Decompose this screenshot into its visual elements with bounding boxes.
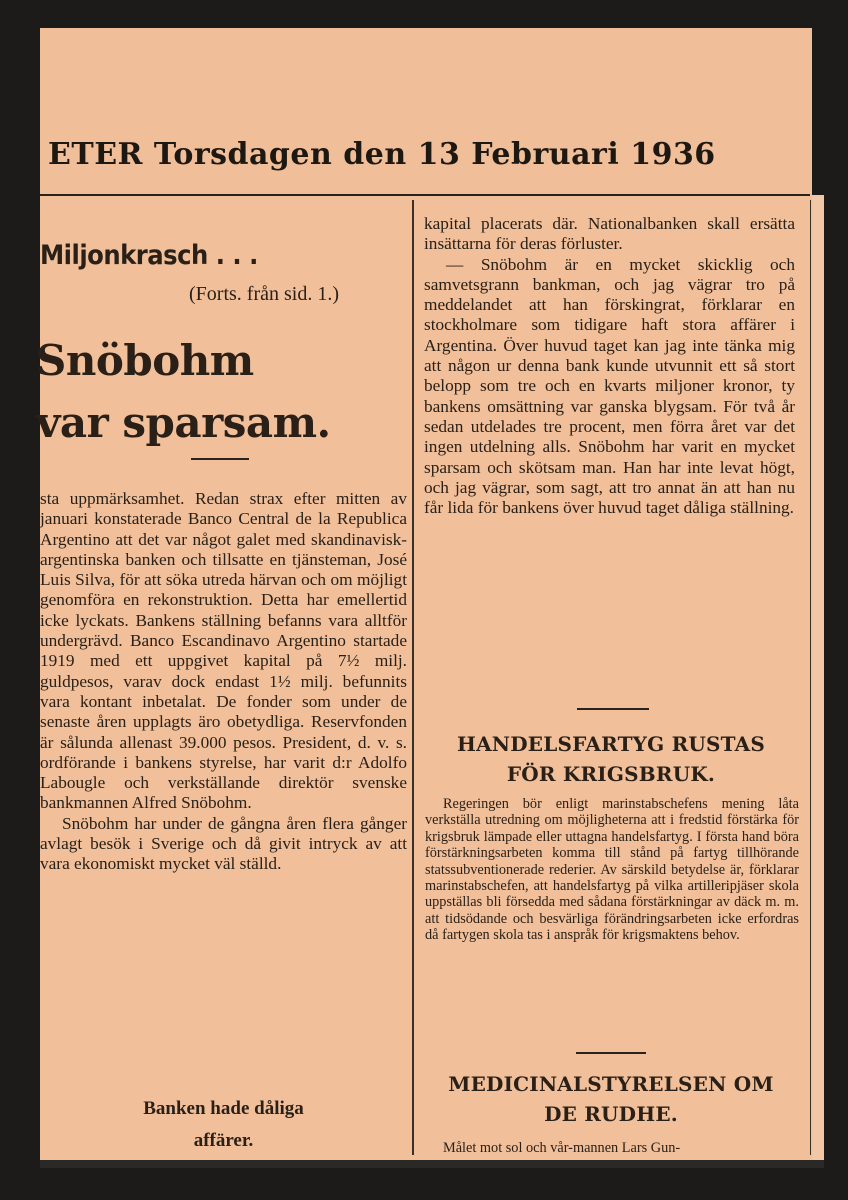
article-body-column-1 [40,489,407,875]
body-paragraph: Målet mot sol och vår-mannen Lars Gun- [443,1140,681,1156]
headline-line-1: Snöbohm [36,336,254,385]
body-paragraph: — Snöbohm är en mycket skicklig och samvetsgrann bankman, och jag vägrar tro på meddelandet att han förskingrat, förklarar en stockholmare som tidigare haft stora affärer i Argentina. Över huvud taget kan jag inte tänka mig att någon ur denna bank kunde utvunnit ett så stort belopp som tre och en kvarts miljoner kronor, ty bankens omsättning var ganska blygsam. För två år sedan utdelades tre procent, men förra året var det ingen utdelning alls. Snöbohm har varit en mycket sparsam och skötsam man. Han har inte levat högt, och jag vägrar, som sagt, att tro annat än att han nu får lida för bankens över huvud taget dåliga ställning. [424,254,795,518]
article2-body [425,796,799,944]
article2-headline-line-1: HANDELSFARTYG RUSTAS [456,732,766,756]
headline-line-2: var sparsam. [36,398,331,447]
continued-from-note: (Forts. från sid. 1.) [189,283,339,305]
body-paragraph: sta uppmärksamhet. Redan strax efter mitten av januari konstaterade Banco Central de la Republica Argentino att det var något galet med skandinavisk-argentinska banken och tillsatte en tjänsteman, José Luis Silva, för att söka utreda härvan och om möjligt genomföra en rekonstruktion. Detta har emellertid icke lyckats. Bankens ställning befanns vara alltför undergrävd. Banco Escandinavo Argentino startade 1919 med ett uppgivet kapital på 7½ milj. guldpesos, varav dock endast 1½ milj. befunnits vara kontant inbetalat. De fonder som under de senaste åren upplagts äro obetydliga. Reservfonden är sålunda allenast 39.000 pesos. President, d. v. s. ordförande i bankens styrelse, har varit d:r Adolfo Labougle och verkställande direktör svenske bankmannen Alfred Snöbohm. [40,489,407,813]
masthead-date-line: ETER Torsdagen den 13 Februari 1936 [48,137,716,172]
column-divider [412,200,414,1155]
body-paragraph: Regeringen bör enligt marinstabschefens mening låta verkställa utredning om möjligheterna att i fredstid förstärka för krigsbruk lämpade eller uttagna handelsfartyg. I första hand böra förstärkningsarbeten komma till stånd på fartyg tillhörande statssubventionerade rederier. Av särskild betydelse är, förklarar marinstabschefen, att handelsfartyg på vilka artilleripjäser skola uppställas bli försedda med sådana förstärkningar av däck m. m. att tidsödande och besvärliga förändringsarbeten icke erfordras då fartygen skola tas i anspråk för krigsmaktens behov. [425,796,799,944]
clipping-edge [812,195,824,1163]
article-body-column-2 [424,214,795,518]
subhead-line-2: affärer. [193,1130,254,1151]
masthead-rule [40,194,810,196]
article3-headline-line-2: DE RUDHE. [544,1102,678,1126]
article2-headline-line-2: FÖR KRIGSBRUK. [506,762,716,786]
article-separator [576,1052,646,1054]
body-paragraph: Snöbohm har under de gångna åren flera gånger avlagt besök i Sverige och då givit intryck av att vara ekonomiskt mycket väl ställd. [40,813,407,874]
article3-headline-line-1: MEDICINALSTYRELSEN OM [448,1072,774,1096]
clipping-bottom-edge [40,1160,824,1168]
article3-body [425,1140,799,1158]
column-divider-right [810,200,811,1155]
article-separator [577,708,649,710]
subhead-line-1: Banken hade dåliga [143,1098,304,1119]
headline-rule [191,458,249,460]
body-paragraph: kapital placerats där. Nationalbanken skall ersätta insättarna för deras förluster. [424,214,795,254]
article-kicker: Miljonkrasch . . . [40,240,258,271]
